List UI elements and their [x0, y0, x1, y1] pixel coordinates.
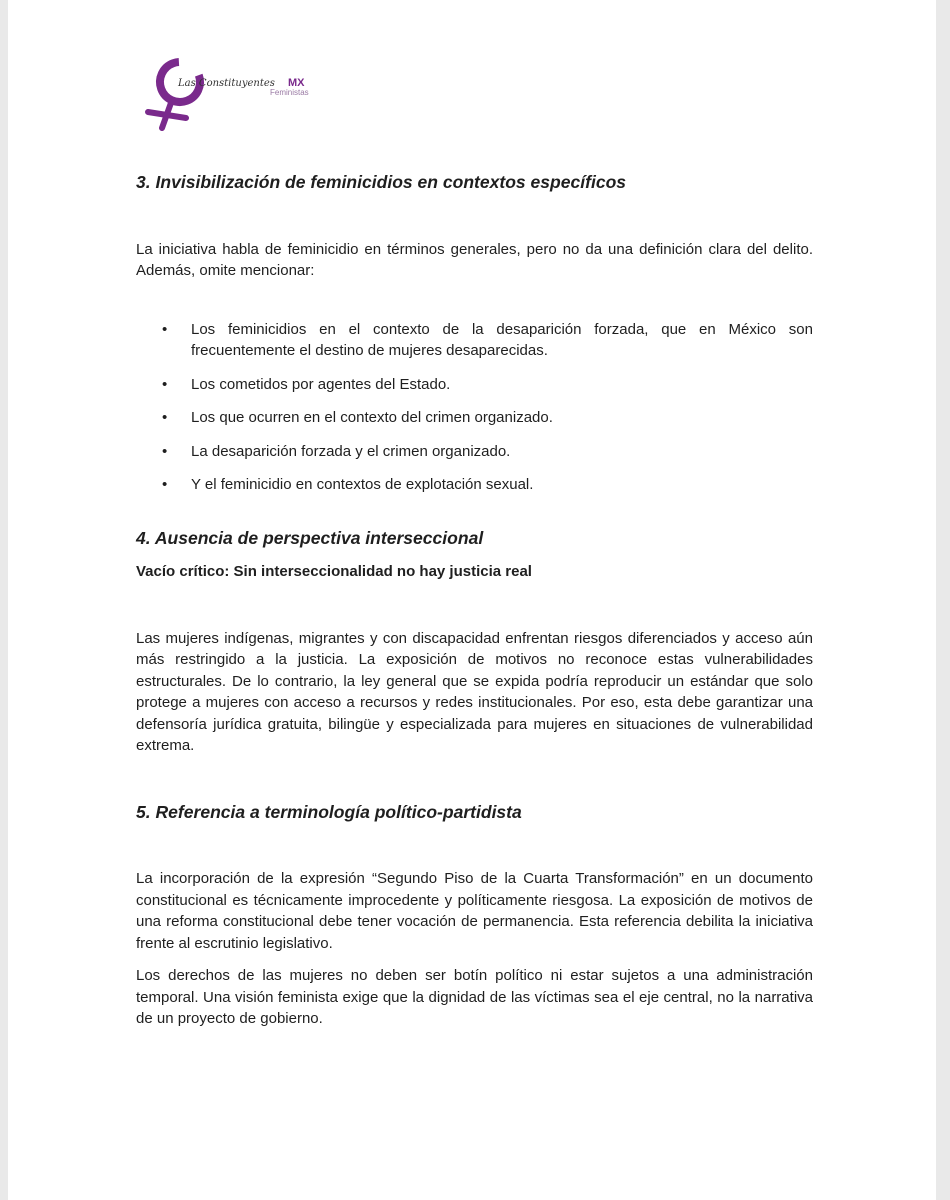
omissions-list — [136, 319, 813, 496]
logo-mx-text: MX — [288, 77, 305, 89]
section-5-paragraph-1: La incorporación de la expresión “Segundo Piso de la Cuarta Transformación” en un documento constitucional es técnicamente improcedente y políticamente riesgosa. La exposición de motivos de una reforma constitucional debe tener vocación de permanencia. Esta referencia debilita la iniciativa frente al escrutinio legislativo. — [136, 870, 813, 952]
feminist-symbol-logo — [142, 52, 322, 132]
document-page — [8, 0, 936, 1200]
logo-script-text: Las Constituyentes — [178, 78, 275, 89]
section-5-paragraph-2: Los derechos de las mujeres no deben ser botín político ni estar sujetos a una administración temporal. Una visión feminista exige que la dignidad de las víctimas sea el eje central, no la narrativa de un proyecto de gobierno. — [136, 967, 813, 1027]
list-item: • Los feminicidios en el contexto de la desaparición forzada, que en México son frecuentemente el destino de mujeres desaparecidas. — [136, 319, 813, 362]
section-4-heading: 4. Ausencia de perspectiva interseccional — [136, 527, 484, 548]
logo-subtitle: Feministas — [270, 88, 309, 97]
document-body — [136, 172, 813, 1030]
list-item: • Los que ocurren en el contexto del crimen organizado. — [136, 407, 813, 429]
list-item: • Los cometidos por agentes del Estado. — [136, 374, 813, 396]
list-item: • La desaparición forzada y el crimen organizado. — [136, 441, 813, 463]
section-4-subheading: Vacío crítico: Sin interseccionalidad no hay justicia real — [136, 563, 532, 580]
section-3-intro: La iniciativa habla de feminicidio en términos generales, pero no da una definición clara del delito. Además, omite mencionar: — [136, 240, 813, 279]
section-4-paragraph: Las mujeres indígenas, migrantes y con discapacidad enfrentan riesgos diferenciados y acceso aún más restringido a la justicia. La exposición de motivos no reconoce estas vulnerabilidades estructurales. De lo contrario, la ley general que se expida podría reproducir un estándar que solo protege a mujeres con acceso a recursos y redes institucionales. Por eso, esta debe garantizar una defensoría jurídica gratuita, bilingüe y especializada para mujeres en situaciones de vulnerabilidad extrema. — [136, 629, 813, 754]
list-item: • Y el feminicidio en contextos de explotación sexual. — [136, 474, 813, 496]
section-3-heading: 3. Invisibilización de feminicidios en contextos específicos — [136, 172, 627, 192]
section-5-heading: 5. Referencia a terminología político-partidista — [136, 801, 522, 822]
